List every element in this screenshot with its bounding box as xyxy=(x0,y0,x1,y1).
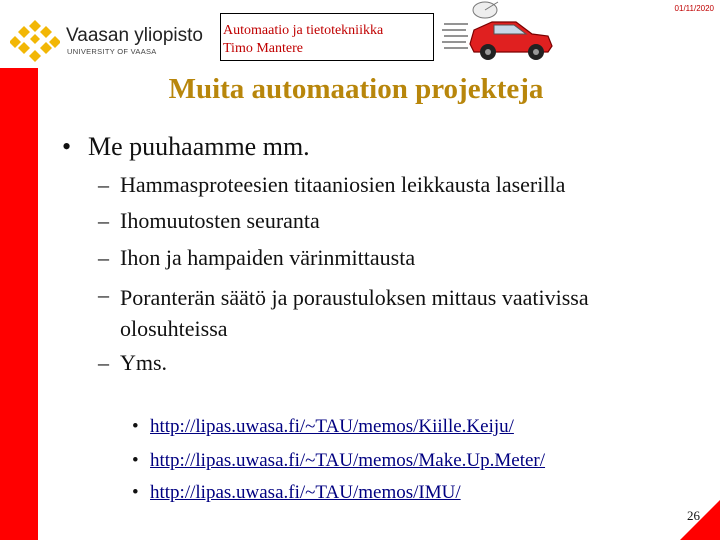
red-car-icon xyxy=(440,0,560,66)
university-name: Vaasan yliopisto xyxy=(66,25,203,46)
list-item-dash: – xyxy=(98,208,109,233)
header-course: Automaatio ja tietotekniikka xyxy=(223,23,384,38)
list-item: Yms. xyxy=(120,350,168,375)
bullet-dot: • xyxy=(62,132,72,161)
list-item: Ihomuutosten seuranta xyxy=(120,208,320,233)
memo-link[interactable]: http://lipas.uwasa.fi/~TAU/memos/Make.Up.Meter/ xyxy=(150,450,546,471)
link-bullet: • xyxy=(132,450,139,471)
corner-decoration xyxy=(680,500,720,540)
main-bullet-text: Me puuhaamme mm. xyxy=(88,132,310,161)
slide-date: 01/11/2020 xyxy=(674,4,714,13)
link-bullet: • xyxy=(132,416,139,437)
memo-link[interactable]: http://lipas.uwasa.fi/~TAU/memos/Kiille.Keiju/ xyxy=(150,416,514,437)
list-item-dash: – xyxy=(98,350,109,375)
left-accent-bar xyxy=(0,68,38,540)
memo-link[interactable]: http://lipas.uwasa.fi/~TAU/memos/IMU/ xyxy=(150,482,461,503)
list-item-dash: – xyxy=(98,172,109,197)
university-logo-icon xyxy=(10,16,60,66)
header-author: Timo Mantere xyxy=(223,41,303,56)
university-subtitle: UNIVERSITY OF VAASA xyxy=(67,47,157,56)
list-item: Hammasproteesien titaaniosien leikkausta laserilla xyxy=(120,172,566,197)
link-bullet: • xyxy=(132,482,139,503)
slide-title: Muita automaation projekteja xyxy=(168,73,544,105)
list-item-dash: – xyxy=(98,282,109,307)
list-item: Ihon ja hampaiden värinmittausta xyxy=(120,245,416,270)
list-item: Poranterän säätö ja poraustuloksen mittaus vaativissa olosuhteissa xyxy=(120,285,589,341)
page-number: 26 xyxy=(687,508,700,523)
list-item-dash: – xyxy=(98,245,109,270)
